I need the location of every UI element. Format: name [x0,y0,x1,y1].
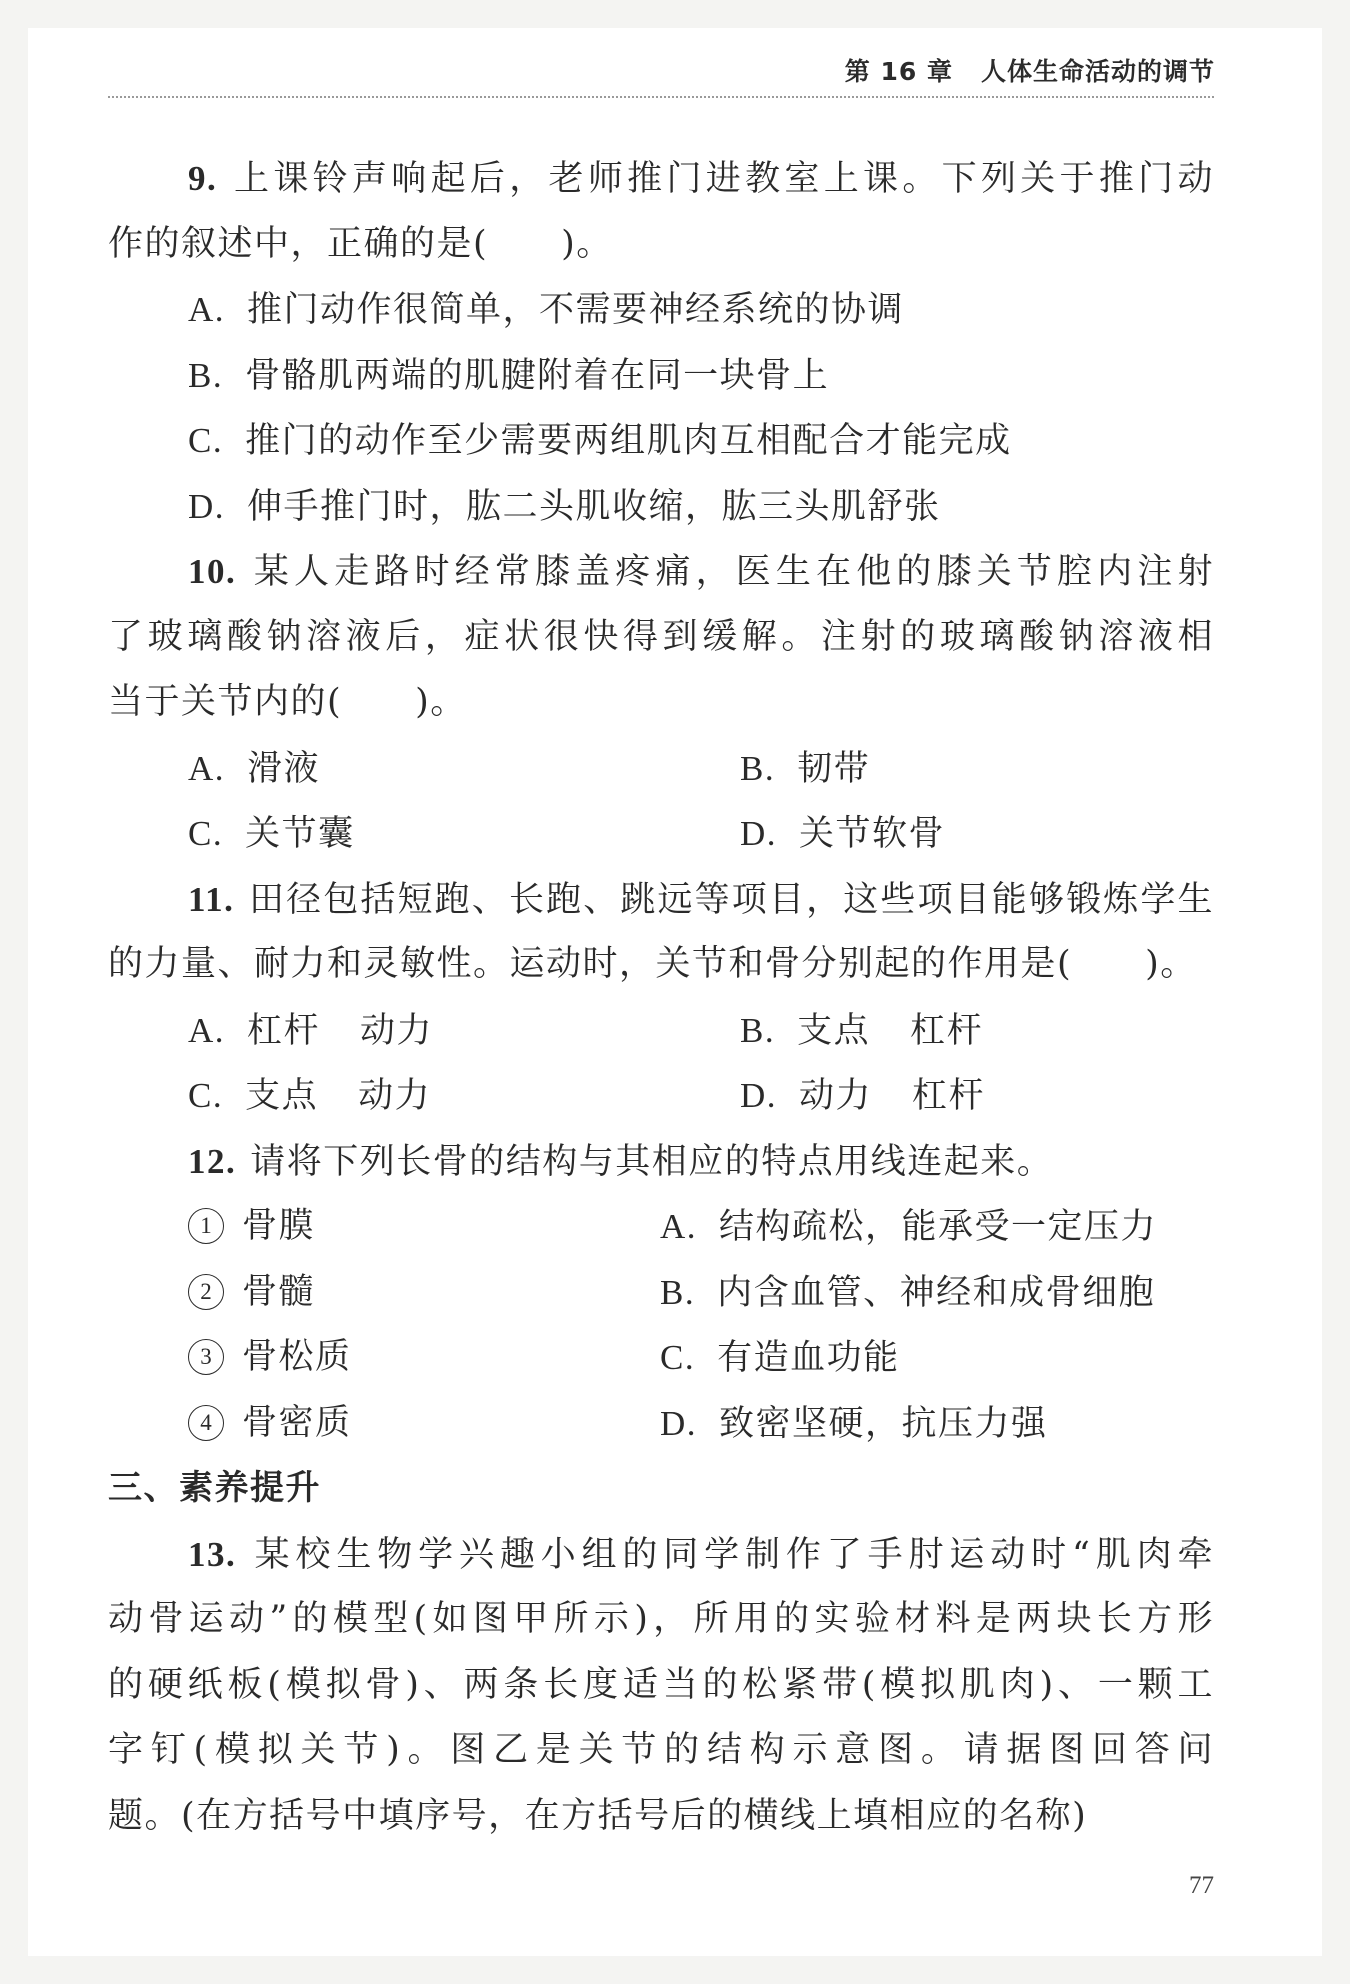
question-11-options-cd [108,1063,1214,1129]
question-13-line-3: 的硬纸板(模拟骨)、两条长度适当的松紧带(模拟肌肉)、一颗工 [108,1664,1214,1705]
question-13-line-5: 题。(在方括号中填序号，在方括号后的横线上填相应的名称) [108,1795,1088,1836]
question-12-line-1: 12. 请将下列长骨的结构与其相应的特点用线连起来。 [188,1141,1054,1182]
feature-a: A. 结构疏松，能承受一定压力 [660,1207,1158,1247]
question-10-option-b: B. 韧带 [740,748,871,789]
feature-c: C. 有造血功能 [660,1338,900,1378]
question-9-line-1: 9. 上课铃声响起后，老师推门进教室上课。下列关于推门动 [188,159,1214,199]
circled-number-3: 3 [188,1339,224,1375]
question-11-options-ab [108,998,1214,1064]
question-11-option-c: C. 支点 动力 [188,1076,432,1116]
question-11-option-a: A. 杠杆 动力 [188,1010,434,1051]
question-11-option-b: B. 支点 杠杆 [740,1010,984,1051]
feature-b: B. 内含血管、神经和成骨细胞 [660,1272,1156,1313]
question-9-option-d: D. 伸手推门时，肱二头肌收缩，肱三头肌舒张 [188,486,941,527]
question-10-line-2: 了玻璃酸钠溶液后，症状很快得到缓解。注射的玻璃酸钠溶液相 [108,616,1214,657]
header-divider [108,96,1214,98]
section-heading: 三、素养提升 [108,1468,321,1508]
bone-structure-4: 4 骨密质 [188,1391,352,1457]
question-12-pair-2 [108,1260,1214,1326]
circled-number-2: 2 [188,1274,224,1310]
question-9-number: 9. [188,159,218,198]
question-13-line-2: 动骨运动”的模型(如图甲所示)，所用的实验材料是两块长方形 [108,1599,1214,1639]
question-9-line-2: 作的叙述中，正确的是( )。 [108,223,613,264]
question-10-option-a: A. 滑液 [188,748,321,789]
question-13-number: 13. [188,1534,237,1574]
chapter-title: 人体生命活动的调节 [980,57,1215,86]
question-13-line-4: 字钉(模拟关节)。图乙是关节的结构示意图。请据图回答问 [108,1730,1214,1770]
question-9-option-c: C. 推门的动作至少需要两组肌肉互相配合才能完成 [188,421,1012,461]
question-12-pair-3 [108,1325,1214,1391]
question-11-number: 11. [188,879,235,919]
question-10-options-ab [108,736,1214,802]
question-10-number: 10. [188,552,237,591]
question-10-line-1: 10. 某人走路时经常膝盖疼痛，医生在他的膝关节腔内注射 [188,552,1214,592]
circled-number-1: 1 [188,1208,224,1244]
running-header [845,52,1215,88]
question-11-line-2: 的力量、耐力和灵敏性。运动时，关节和骨分别起的作用是( )。 [108,944,1197,984]
question-13-line-1: 13. 某校生物学兴趣小组的同学制作了手肘运动时“肌肉牵 [188,1534,1214,1575]
question-10-option-c: C. 关节囊 [188,814,355,854]
question-12-number: 12. [188,1141,237,1181]
question-11-option-d: D. 动力 杠杆 [740,1076,986,1116]
question-9-option-b: B. 骨骼肌两端的肌腱附着在同一块骨上 [188,355,830,396]
question-12-pair-4 [108,1391,1214,1457]
question-10-options-cd [108,801,1214,867]
bone-structure-2: 2 骨髓 [188,1260,315,1326]
question-11-line-1: 11. 田径包括短跑、长跑、跳远等项目，这些项目能够锻炼学生 [188,879,1214,920]
question-9-option-a: A. 推门动作很简单，不需要神经系统的协调 [188,290,905,330]
page-number: 77 [1189,1872,1214,1899]
question-10-line-3: 当于关节内的( )。 [108,682,467,722]
feature-d: D. 致密坚硬，抗压力强 [660,1403,1048,1444]
chapter-number: 第 16 章 [844,57,953,86]
circled-number-4: 4 [188,1405,224,1441]
bone-structure-1: 1 骨膜 [188,1194,315,1260]
bone-structure-3: 3 骨松质 [188,1325,352,1391]
question-10-option-d: D. 关节软骨 [740,814,946,854]
question-12-pair-1 [108,1194,1214,1260]
question-content [108,146,1214,1849]
